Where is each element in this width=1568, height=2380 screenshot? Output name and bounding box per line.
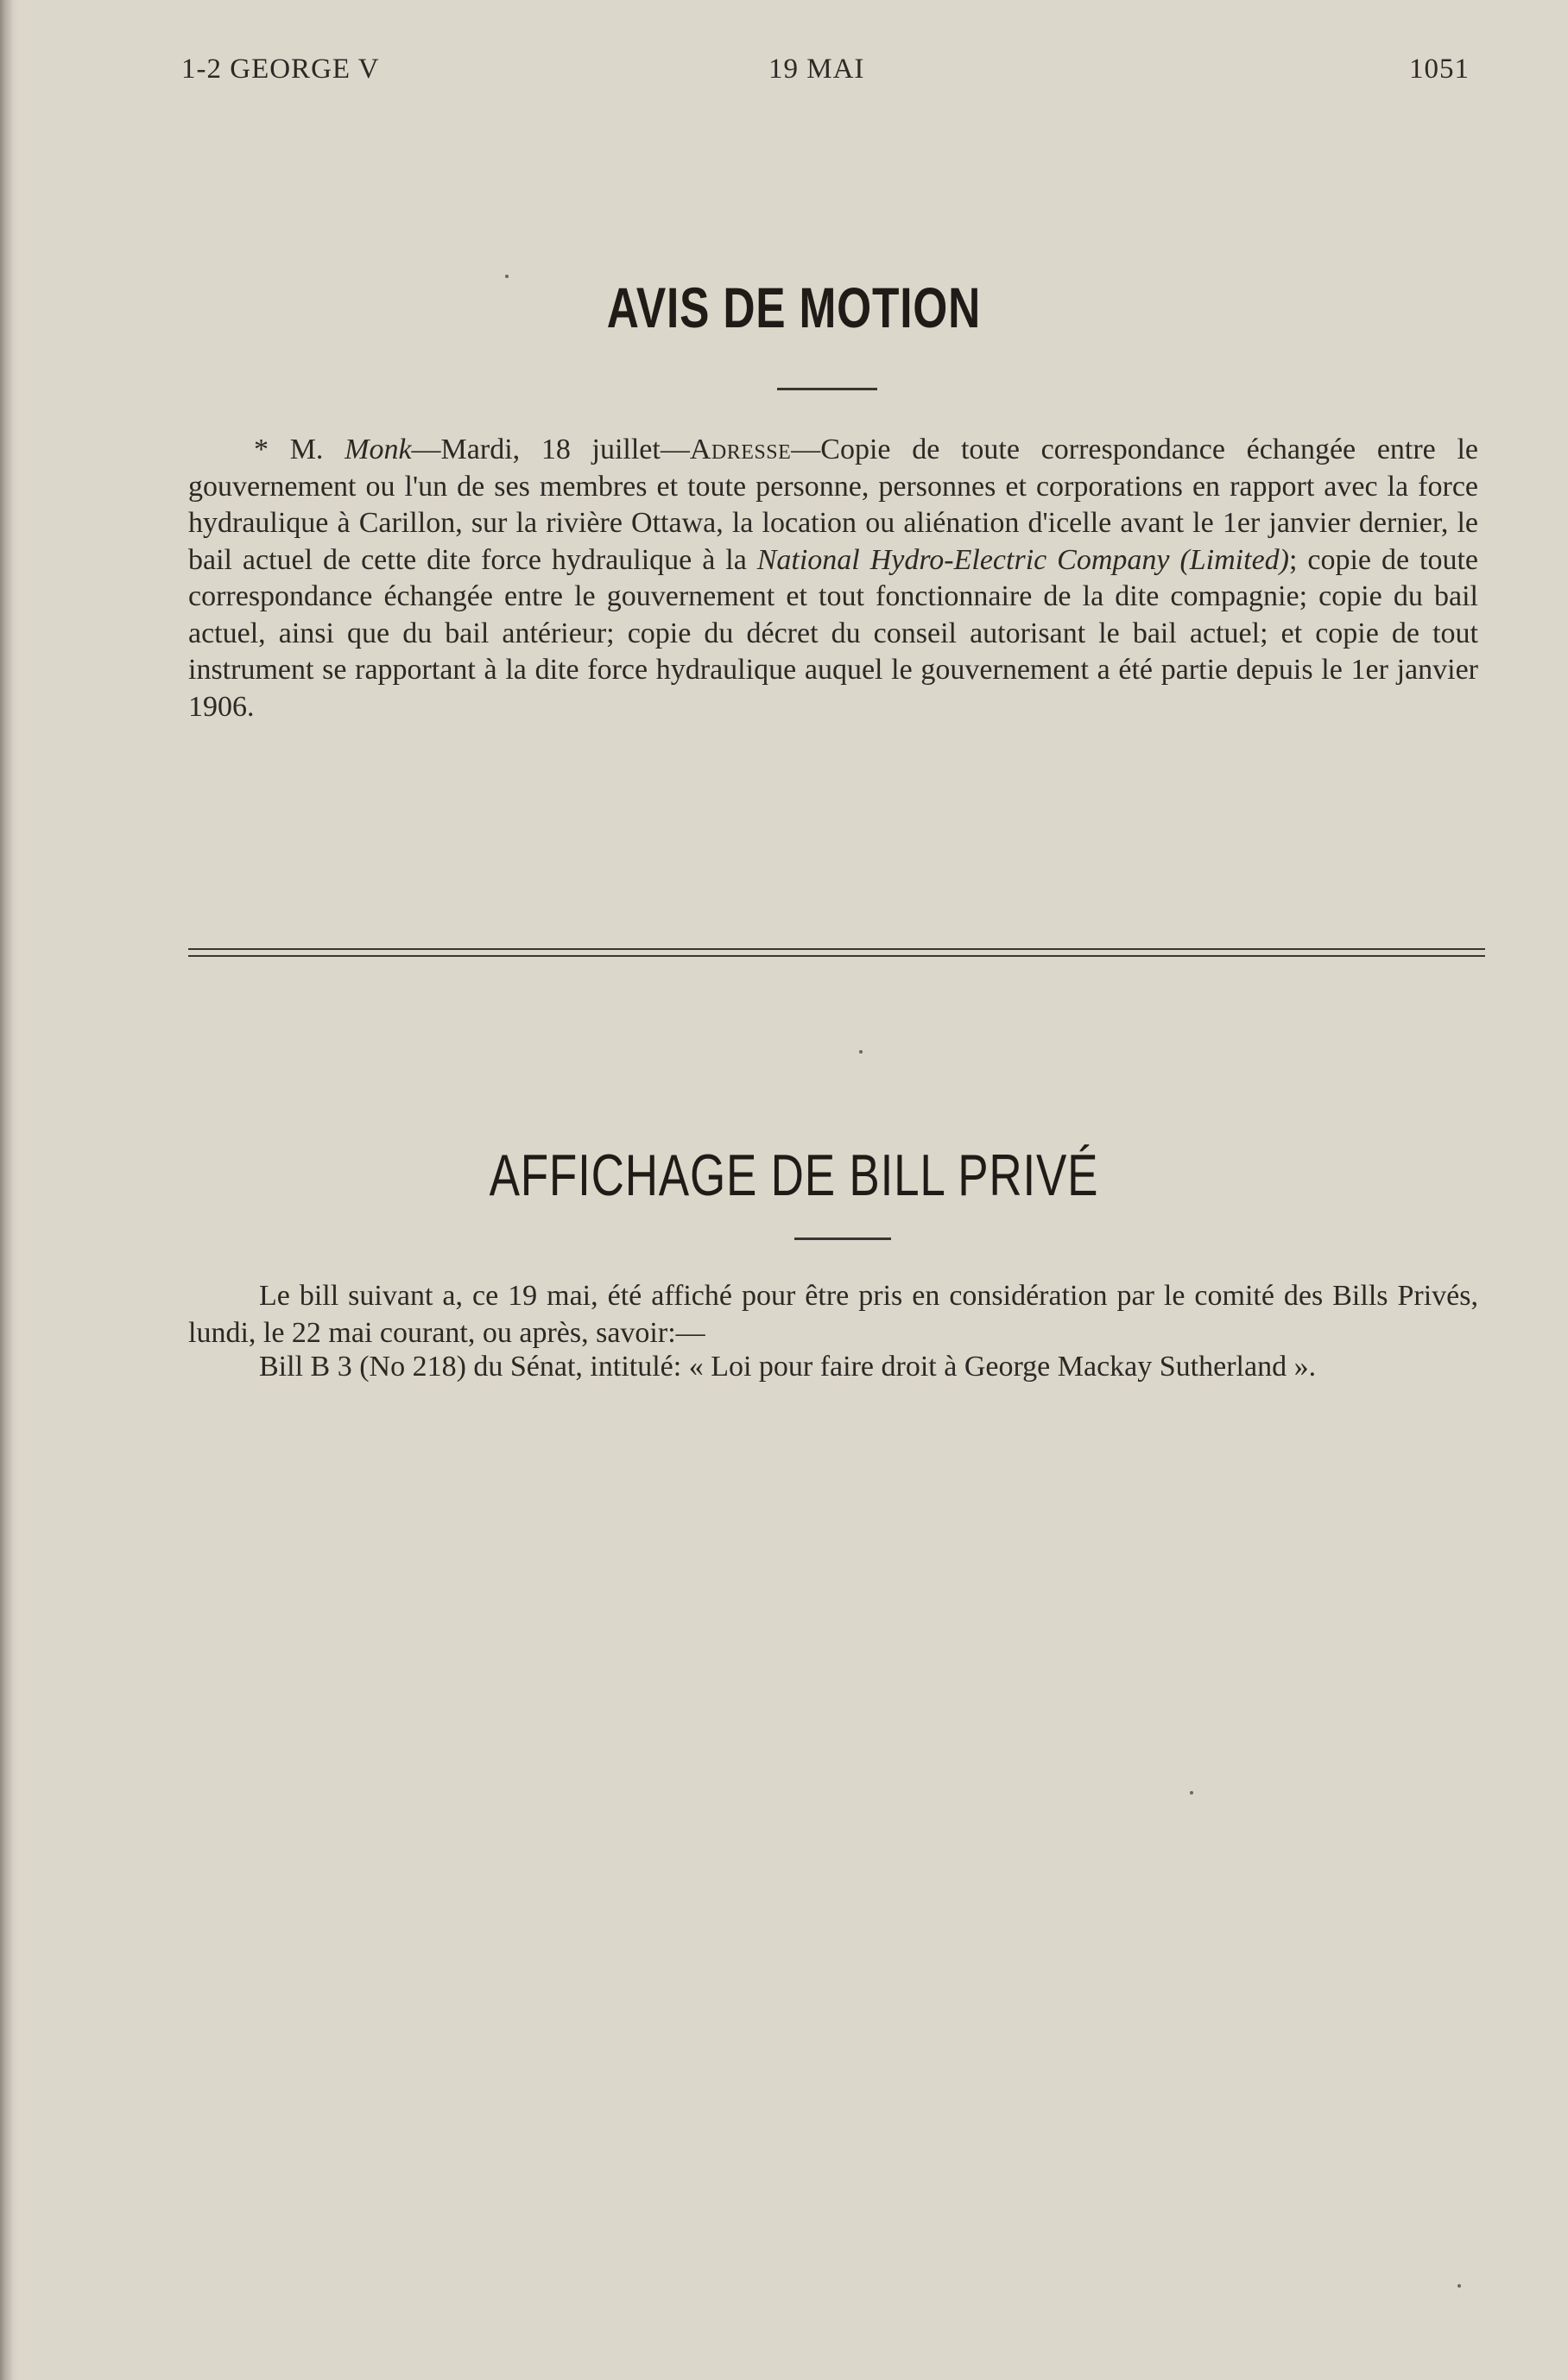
paper-speck (859, 1050, 863, 1054)
page-number: 1051 (1409, 54, 1470, 85)
paper-speck (505, 275, 509, 278)
book-spine-shadow (0, 0, 12, 2380)
divider-line-bottom (188, 955, 1485, 957)
bill-entry-paragraph: Bill B 3 (No 218) du Sénat, intitulé: « Loi pour faire droit à George Mackay Sutherland ». (259, 1351, 1317, 1383)
running-head-regnal-year: 1-2 GEORGE V (181, 54, 380, 85)
motion-body-part-2: ; copie de toute correspondance échangée entre le gouvernement et tout fonctionnaire de la dite compagnie; copie du bail actuel, ainsi que du bail antérieur; copie du décret du conseil autorisant le bail actuel; et copie de tout instrument se rapportant à la dite force hydraulique auquel le gouvernement a été partie depuis le 1er janvier 1906. (188, 543, 1478, 723)
motion-type-address: Adresse (689, 434, 792, 465)
motion-date-text: —Mardi, 18 juillet— (411, 434, 690, 465)
section-divider-double-rule (188, 946, 1485, 961)
motion-paragraph (188, 432, 1478, 725)
bill-notice-paragraph: Le bill suivant a, ce 19 mai, été affiché pour être pris en considération par le comité des Bills Privés, lundi, le 22 mai courant, ou après, savoir:— (188, 1280, 1478, 1349)
company-name: National Hydro-Electric Company (Limited) (756, 543, 1289, 576)
motion-marker: * M. (254, 434, 345, 465)
section-title-avis-de-motion: AVIS DE MOTION (606, 275, 982, 339)
motion-body-part-1: —Copie de toute correspondance échangée entre le gouvernement ou l'un de ses membres et toute personne, personnes et corporations en rapport avec la force hydraulique à Carillon, sur la rivière Ottawa, la location ou aliénation d'icelle avant le 1er janvier dernier, le bail actuel de cette dite force hydraulique à la (188, 434, 1479, 576)
paper-speck (1457, 2284, 1461, 2288)
paper-speck (1190, 1791, 1193, 1794)
member-name: Monk (345, 434, 412, 465)
title-underline-rule (794, 1237, 891, 1240)
divider-line-top (188, 948, 1485, 950)
running-head-date: 19 MAI (768, 54, 865, 85)
section-title-affichage-de-bill-prive: AFFICHAGE DE BILL PRIVÉ (489, 1143, 1099, 1208)
title-underline-rule (777, 388, 877, 390)
